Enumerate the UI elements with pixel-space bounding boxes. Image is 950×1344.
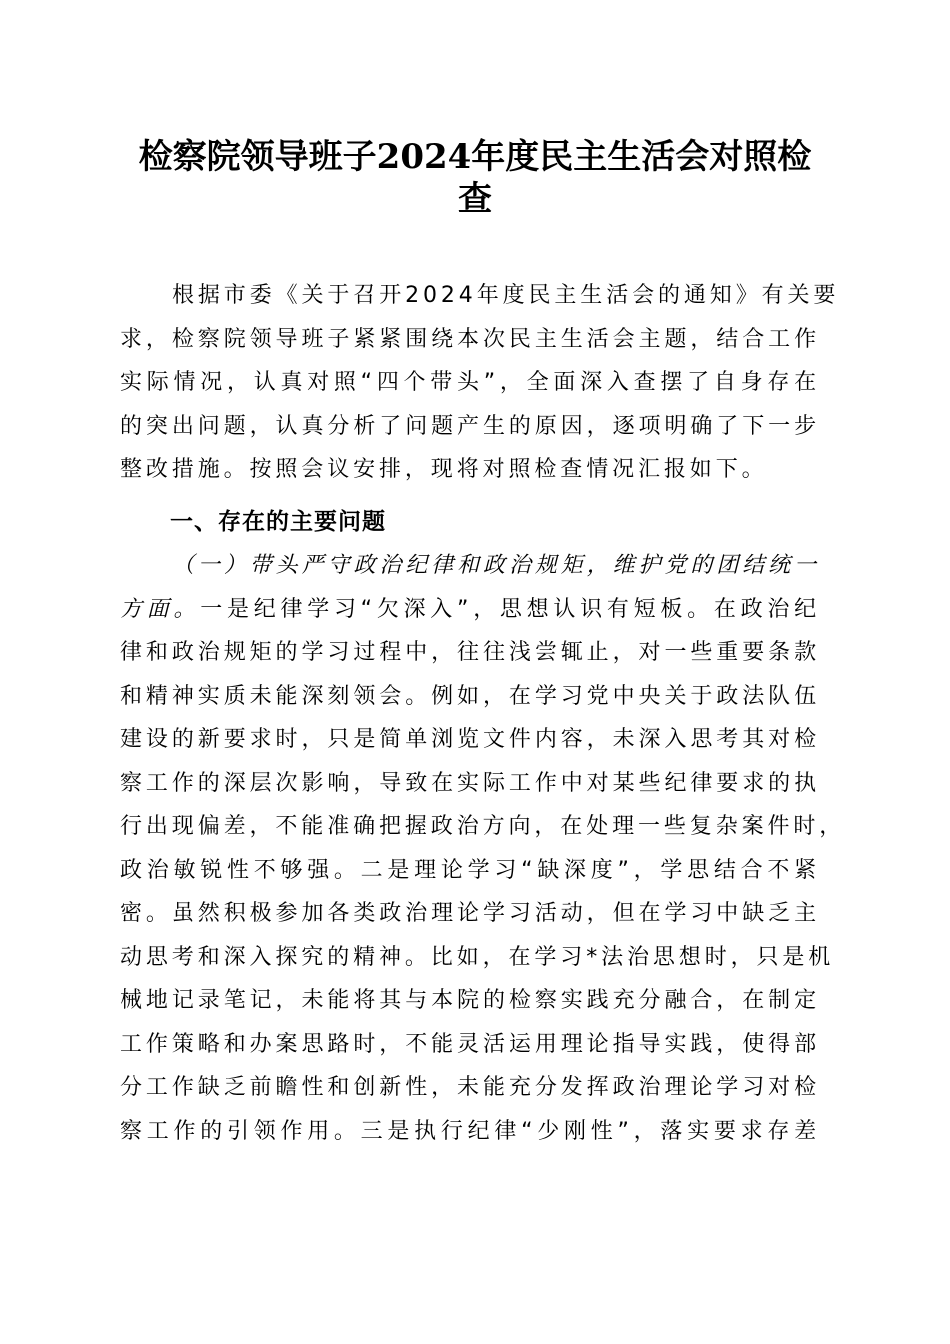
paragraph-line: 械地记录笔记，未能将其与本院的检察实践充分融合，在制定 <box>120 988 820 1013</box>
paragraph-line: 求，检察院领导班子紧紧围绕本次民主生活会主题，结合工作 <box>120 326 820 352</box>
subsection-heading: （一）带头严守政治纪律和政治规矩，维护党的团结统一 <box>172 553 820 578</box>
paragraph-line: 行出现偏差，不能准确把握政治方向，在处理一些复杂案件时， <box>120 814 846 839</box>
paragraph-line: 的突出问题，认真分析了问题产生的原因，逐项明确了下一步 <box>120 413 820 439</box>
paragraph-line: 政治敏锐性不够强。二是理论学习“缺深度”，学思结合不紧 <box>120 857 820 883</box>
title-line-2: 查 <box>458 179 492 219</box>
paragraph-line: 和精神实质未能深刻领会。例如，在学习党中央关于政法队伍 <box>120 683 820 709</box>
paragraph-line: 实际情况，认真对照“四个带头”，全面深入查摆了自身存在 <box>120 370 820 395</box>
section-heading: 一、存在的主要问题 <box>170 508 386 535</box>
paragraph-line <box>120 588 820 632</box>
paragraph-line: 整改措施。按照会议安排，现将对照检查情况汇报如下。 <box>120 457 768 482</box>
subsection-heading-tail: 方面。 <box>120 596 201 622</box>
subsection-paragraph <box>120 544 846 1153</box>
paragraph-line: 建设的新要求时，只是简单浏览文件内容，未深入思考其对检 <box>120 727 820 752</box>
paragraph-line: 动思考和深入探究的精神。比如，在学习*法治思想时，只是机 <box>120 944 835 970</box>
document-body <box>120 274 846 1153</box>
title-line-1: 检察院领导班子2024年度民主生活会对照检 <box>138 137 812 177</box>
paragraph-line: 工作策略和办案思路时，不能灵活运用理论指导实践，使得部 <box>120 1031 820 1057</box>
paragraph-line: 根据市委《关于召开2024年度民主生活会的通知》有关要 <box>172 283 840 308</box>
paragraph-line: 察工作的深层次影响，导致在实际工作中对某些纪律要求的执 <box>120 770 820 796</box>
document-title <box>110 136 840 220</box>
paragraph-line: 密。虽然积极参加各类政治理论学习活动，但在学习中缺乏主 <box>120 901 820 926</box>
paragraph-line: 律和政治规矩的学习过程中，往往浅尝辄止，对一些重要条款 <box>120 640 820 665</box>
paragraph-line: 察工作的引领作用。三是执行纪律“少刚性”，落实要求存差 <box>120 1118 820 1144</box>
paragraph-line-text: 一是纪律学习“欠深入”，思想认识有短板。在政治纪 <box>200 596 820 622</box>
paragraph-line: 分工作缺乏前瞻性和创新性，未能充分发挥政治理论学习对检 <box>120 1075 820 1100</box>
intro-paragraph <box>120 274 840 492</box>
